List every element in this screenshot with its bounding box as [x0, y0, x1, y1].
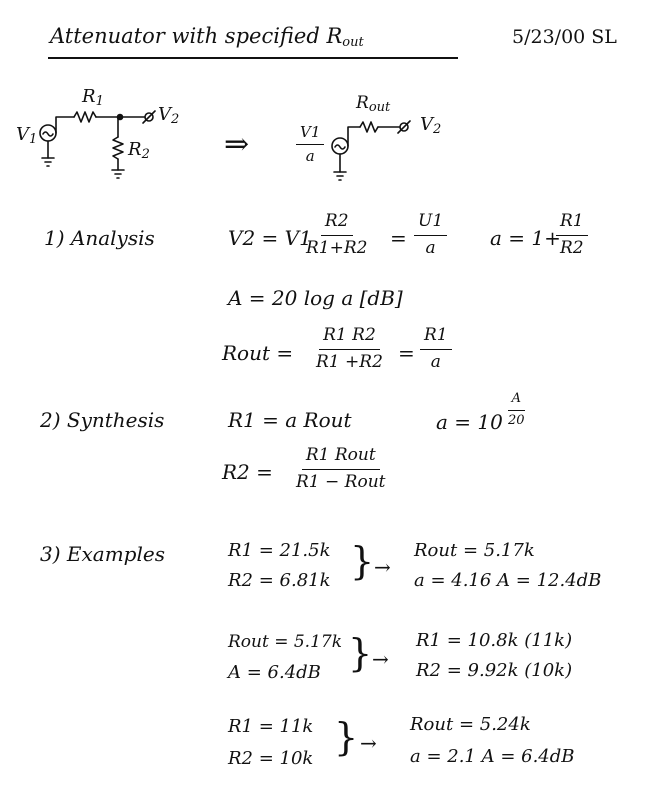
r1-over-a-fraction	[420, 326, 452, 372]
example-3-output-2: a = 2.1 A = 6.4dB	[410, 746, 575, 767]
a-exponent-den: 20	[508, 412, 525, 428]
example-1-brace: }	[350, 539, 375, 583]
date-signature: 5/23/00 SL	[512, 26, 617, 48]
example-3-arrow: →	[360, 731, 377, 755]
r2-synthesis-den: R1 − Rout	[296, 471, 386, 492]
source-wave	[335, 145, 345, 149]
title-text: Attenuator with specified R	[50, 24, 343, 48]
right-circuit	[332, 121, 410, 180]
equals-1: =	[390, 226, 407, 250]
v2-equation-lhs: V2 = V1	[228, 226, 312, 250]
v1-over-a-num: U1	[414, 212, 447, 236]
divider-fraction-num: R2	[321, 212, 353, 236]
v1-sub: 1	[29, 132, 38, 147]
example-3-input-1: R1 = 11k	[228, 716, 314, 737]
label-r2	[128, 141, 150, 161]
example-2-output-2: R2 = 9.92k (10k)	[416, 660, 573, 681]
resistor-rout	[360, 122, 378, 132]
example-1-arrow: →	[374, 555, 391, 579]
divider-fraction	[302, 212, 371, 258]
a-fraction-den: R2	[560, 237, 584, 258]
decibel-equation: A = 20 log a [dB]	[228, 286, 403, 310]
r1-over-a-num: R1	[420, 326, 452, 350]
example-3-brace: }	[334, 715, 359, 759]
a-exponent-fraction	[504, 392, 529, 429]
a-equation-lhs: a = 1+	[490, 226, 561, 250]
r1-sub: 1	[95, 94, 104, 109]
divider-fraction-den: R1+R2	[306, 237, 368, 258]
v1-letter: V	[16, 124, 29, 145]
synthesis-label: 2) Synthesis	[40, 408, 165, 432]
parallel-fraction-num: R1 R2	[319, 326, 380, 350]
label-v2-right	[420, 116, 441, 136]
r2-synthesis-num: R1 Rout	[302, 446, 380, 470]
equals-2: =	[398, 341, 415, 365]
resistor-r1	[74, 112, 96, 122]
a-fraction	[556, 212, 588, 258]
r1-over-a-den: a	[430, 351, 441, 372]
transform-arrow: ⇒	[224, 127, 250, 162]
a-exponent-num: A	[508, 392, 525, 411]
label-v2-left	[158, 106, 179, 126]
r2-sub: 2	[141, 147, 150, 162]
v2r-letter: V	[420, 114, 433, 135]
v1-over-a-den: a	[425, 237, 436, 258]
example-2-output-1: R1 = 10.8k (11k)	[416, 630, 573, 651]
r2-letter: R	[128, 139, 142, 160]
example-2-brace: }	[348, 631, 373, 675]
wire-v1-r1	[56, 117, 74, 133]
example-3-output-1: Rout = 5.24k	[410, 714, 531, 735]
v1-over-a-fraction	[414, 212, 447, 258]
example-2-arrow: →	[372, 647, 389, 671]
label-r1	[82, 88, 104, 108]
analysis-label: 1) Analysis	[44, 226, 155, 250]
r1-synthesis-equation: R1 = a Rout	[228, 408, 352, 432]
example-2-input-1: Rout = 5.17k	[228, 632, 343, 652]
source-v1-wave	[43, 132, 53, 136]
example-2-input-2: A = 6.4dB	[228, 662, 321, 683]
a-synthesis-equation: a = 10	[436, 410, 503, 434]
examples-label: 3) Examples	[40, 542, 165, 566]
example-1-output-2: a = 4.16 A = 12.4dB	[414, 570, 602, 591]
source-fraction	[296, 124, 324, 166]
parallel-fraction-den: R1 +R2	[316, 351, 383, 372]
example-1-input-1: R1 = 21.5k	[228, 540, 331, 561]
example-1-output-1: Rout = 5.17k	[414, 540, 535, 561]
source-fraction-den: a	[305, 147, 315, 166]
rout-equation-lhs: Rout =	[222, 341, 294, 365]
a-fraction-num: R1	[556, 212, 588, 236]
label-v1-left	[16, 126, 37, 146]
r2-synthesis-lhs: R2 =	[222, 460, 273, 484]
example-3-input-2: R2 = 10k	[228, 748, 314, 769]
r2-synthesis-fraction	[292, 446, 389, 492]
example-1-input-2: R2 = 6.81k	[228, 570, 331, 591]
source-fraction-num: V1	[296, 124, 324, 145]
v2r-sub: 2	[433, 122, 442, 137]
label-rout	[356, 95, 390, 114]
resistor-r2	[113, 137, 123, 159]
r1-letter: R	[82, 86, 96, 107]
v2-sub: 2	[171, 112, 180, 127]
rout-sub: out	[368, 100, 391, 115]
rout-letter: R	[356, 93, 369, 113]
title-subscript: out	[342, 35, 364, 50]
wire-source-rout	[348, 127, 360, 146]
v2-letter: V	[158, 104, 171, 125]
parallel-fraction	[312, 326, 387, 372]
